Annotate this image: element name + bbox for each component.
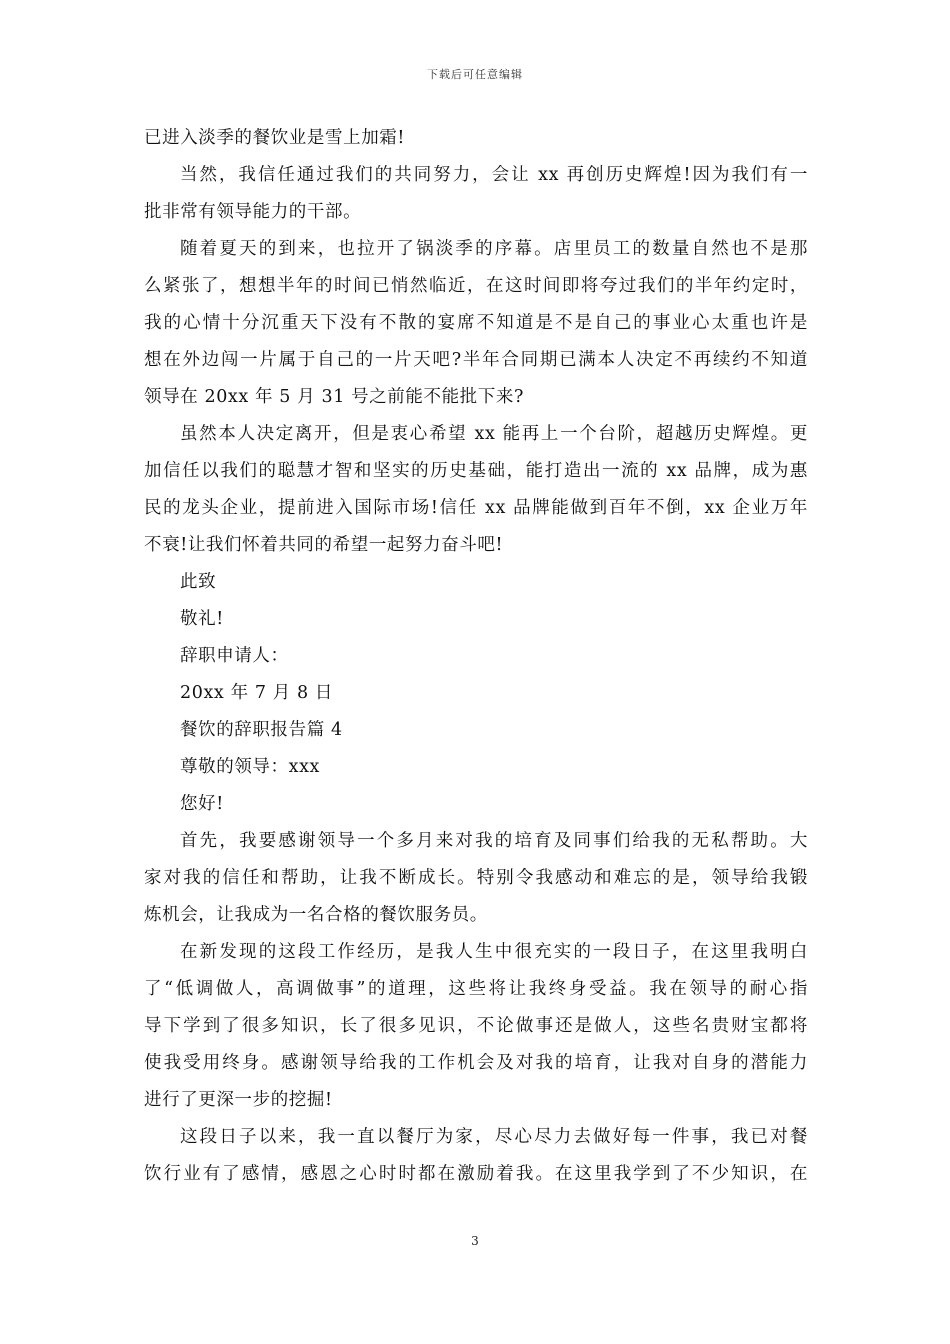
text-line: 敬礼! bbox=[180, 609, 224, 629]
text-line: 饮行业有了感情，感恩之心时时都在激励着我。在这里我学到了不少知识，在 bbox=[144, 1164, 808, 1184]
text-line: 了“低调做人，高调做事”的道理，这些将让我终身受益。我在领导的耐心指 bbox=[144, 979, 808, 999]
text-line: 么紧张了，想想半年的时间已悄然临近，在这时间即将夸过我们的半年约定时， bbox=[144, 276, 808, 296]
text-line: 这段日子以来，我一直以餐厅为家，尽心尽力去做好每一件事，我已对餐 bbox=[180, 1127, 808, 1147]
text-line: 民的龙头企业，提前进入国际市场!信任 xx 品牌能做到百年不倒，xx 企业万年 bbox=[144, 498, 808, 518]
text-line: 已进入淡季的餐饮业是雪上加霜! bbox=[144, 128, 406, 148]
text-line: 尊敬的领导：xxx bbox=[180, 757, 321, 777]
text-line: 在新发现的这段工作经历，是我人生中很充实的一段日子，在这里我明白 bbox=[180, 942, 808, 962]
text-line: 领导在 20xx 年 5 月 31 号之前能不能批下来? bbox=[144, 387, 524, 407]
text-line: 想在外边闯一片属于自己的一片天吧?半年合同期已满本人决定不再续约不知道 bbox=[144, 350, 808, 370]
text-line: 首先，我要感谢领导一个多月来对我的培育及同事们给我的无私帮助。大 bbox=[180, 831, 808, 851]
text-line: 家对我的信任和帮助，让我不断成长。特别令我感动和难忘的是，领导给我锻 bbox=[144, 868, 808, 888]
text-line: 使我受用终身。感谢领导给我的工作机会及对我的培育，让我对自身的潜能力 bbox=[144, 1053, 808, 1073]
document-body bbox=[144, 120, 808, 1193]
text-line: 虽然本人决定离开，但是衷心希望 xx 能再上一个台阶，超越历史辉煌。更 bbox=[180, 424, 808, 444]
text-line: 当然，我信任通过我们的共同努力，会让 xx 再创历史辉煌!因为我们有一 bbox=[180, 165, 808, 185]
text-line: 不衰!让我们怀着共同的希望一起努力奋斗吧! bbox=[144, 535, 504, 555]
text-line: 随着夏天的到来，也拉开了锅淡季的序幕。店里员工的数量自然也不是那 bbox=[180, 239, 808, 259]
text-line: 您好! bbox=[180, 794, 224, 814]
text-line: 加信任以我们的聪慧才智和坚实的历史基础，能打造出一流的 xx 品牌，成为惠 bbox=[144, 461, 808, 481]
text-line: 炼机会，让我成为一名合格的餐饮服务员。 bbox=[144, 905, 488, 925]
text-line: 此致 bbox=[180, 572, 217, 592]
text-line: 进行了更深一步的挖掘! bbox=[144, 1090, 333, 1110]
text-line: 我的心情十分沉重天下没有不散的宴席不知道是不是自己的事业心太重也许是 bbox=[144, 313, 808, 333]
header-note: 下载后可任意编辑 bbox=[427, 68, 523, 81]
text-line: 导下学到了很多知识，长了很多见识，不论做事还是做人，这些名贵财宝都将 bbox=[144, 1016, 808, 1036]
section-heading: 餐饮的辞职报告篇 4 bbox=[180, 720, 343, 740]
page-number: 3 bbox=[471, 1234, 479, 1248]
text-line: 辞职申请人： bbox=[180, 646, 289, 666]
text-line: 批非常有领导能力的干部。 bbox=[144, 202, 362, 222]
text-line: 20xx 年 7 月 8 日 bbox=[180, 683, 333, 703]
